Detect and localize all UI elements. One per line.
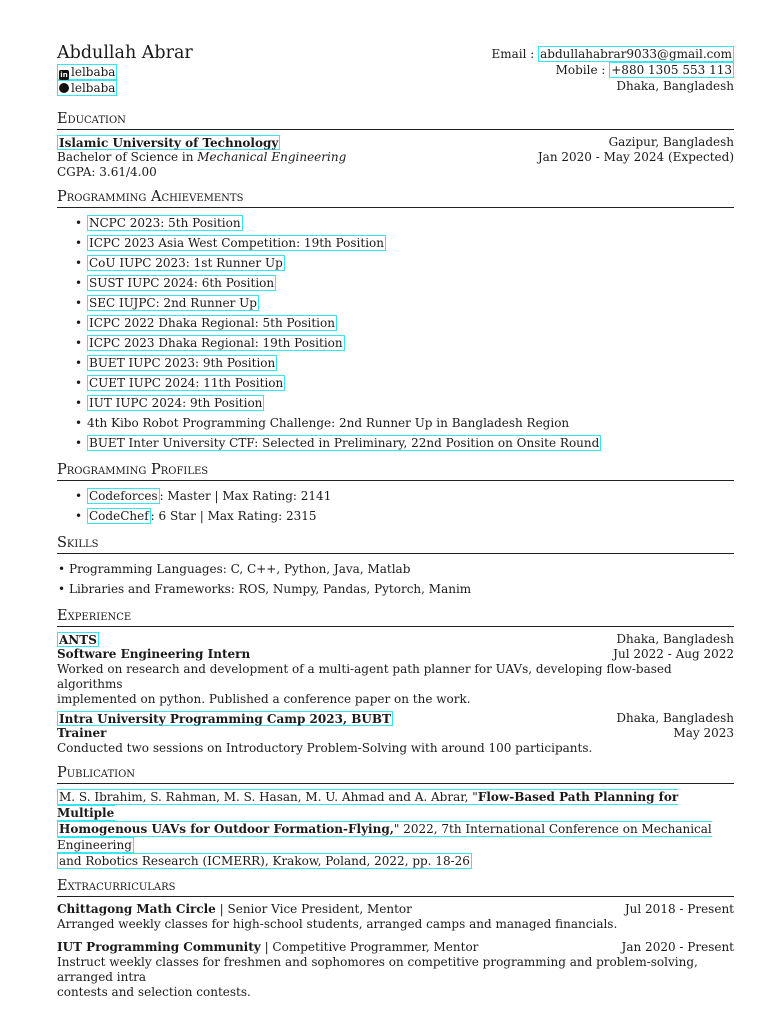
skills-list (57, 559, 734, 599)
codechef-link[interactable]: CodeChef (89, 509, 149, 523)
profile-detail: : 6 Star | Max Rating: 2315 (150, 509, 317, 523)
linkedin-link[interactable] (57, 64, 117, 80)
experience-line (57, 711, 734, 726)
achievement-link[interactable]: IUT IUPC 2024: 9th Position (89, 396, 263, 410)
achievement-item (57, 313, 734, 333)
achievements-title: Programming Achievements (57, 188, 734, 208)
email-label: Email : (491, 47, 539, 61)
org-location: Dhaka, Bangladesh (616, 711, 734, 725)
achievement-link[interactable]: ICPC 2023 Dhaka Regional: 19th Position (89, 336, 343, 350)
degree-prefix: Bachelor of Science in (57, 150, 198, 164)
dates: May 2023 (673, 726, 734, 740)
mobile-row (492, 62, 734, 78)
description: Conducted two sessions on Introductory Problem-Solving with around 100 participants. (57, 741, 593, 755)
role: | Senior Vice President, Mentor (215, 902, 412, 916)
github-handle: lelbaba (71, 81, 116, 95)
mobile-link[interactable]: +880 1305 553 113 (611, 63, 732, 77)
achievement-item (57, 373, 734, 393)
pub-title-1: Flow-Based Path Planning for Multiple (57, 790, 679, 820)
achievement-item (57, 273, 734, 293)
list-item: • Libraries and Frameworks: ROS, Numpy, Pandas, Pytorch, Manim (57, 579, 734, 599)
experience-line (57, 632, 734, 647)
achievement-item (57, 413, 734, 433)
org-name: IUT Programming Community (57, 940, 261, 954)
achievement-item (57, 353, 734, 373)
dates: Jul 2018 - Present (624, 902, 734, 916)
profiles-list (57, 486, 734, 526)
org-location: Dhaka, Bangladesh (616, 632, 734, 646)
skills-title: Skills (57, 534, 734, 554)
degree (57, 150, 346, 165)
dates: Jul 2022 - Aug 2022 (613, 647, 734, 661)
role: Software Engineering Intern (57, 647, 251, 661)
publication-link-part[interactable]: and Robotics Research (ICMERR), Krakow, Poland, 2022, pp. 18-26 (59, 854, 470, 868)
experience-entry (57, 711, 734, 756)
org-role (57, 940, 478, 955)
achievement-link[interactable]: SUST IUPC 2024: 6th Position (89, 276, 275, 290)
extracurricular-entry (57, 902, 734, 932)
achievement-link[interactable]: BUET IUPC 2023: 9th Position (89, 356, 276, 370)
publication-line (57, 821, 734, 853)
cgpa: CGPA: 3.61/4.00 (57, 165, 157, 179)
role: | Competitive Programmer, Mentor (260, 940, 479, 954)
github-icon (59, 83, 69, 93)
extracurricular-line (57, 902, 734, 917)
email-link[interactable]: abdullahabrar9033@gmail.com (540, 47, 732, 61)
description: Instruct weekly classes for freshmen and sophomores on competitive programming and problem-solving, arranged intra (57, 955, 698, 984)
experience-line (57, 726, 734, 741)
list-item (57, 486, 734, 506)
achievement-item (57, 213, 734, 233)
achievement-item (57, 233, 734, 253)
extracurriculars-title: Extracurriculars (57, 877, 734, 897)
achievement-link[interactable]: SEC IUJPC: 2nd Runner Up (89, 296, 257, 310)
achievement-item (57, 333, 734, 353)
org-link[interactable]: Intra University Programming Camp 2023, BUBT (59, 712, 391, 726)
achievement-link[interactable]: CoU IUPC 2023: 1st Runner Up (89, 256, 283, 270)
achievement-link[interactable]: CUET IUPC 2024: 11th Position (89, 376, 284, 390)
email-row (492, 46, 734, 62)
achievements-list (57, 213, 734, 453)
mobile-label: Mobile : (555, 63, 610, 77)
codeforces-link[interactable]: Codeforces (89, 489, 158, 503)
extracurricular-line (57, 940, 734, 955)
experience-title: Experience (57, 607, 734, 627)
education-line-2 (57, 150, 734, 165)
achievement-item (57, 253, 734, 273)
linkedin-handle: lelbaba (71, 65, 116, 79)
role: Trainer (57, 726, 107, 740)
achievement-link[interactable]: ICPC 2023 Asia West Competition: 19th Position (89, 236, 384, 250)
achievement-item (57, 293, 734, 313)
achievement-item (57, 433, 734, 453)
degree-major: Mechanical Engineering (197, 150, 347, 164)
linkedin-icon: in (60, 71, 68, 79)
achievement-link[interactable]: ICPC 2022 Dhaka Regional: 5th Position (89, 316, 335, 330)
school-link[interactable]: Islamic University of Technology (59, 136, 279, 150)
education-line-1 (57, 135, 734, 150)
dates: Jan 2020 - Present (621, 940, 734, 954)
github-link[interactable] (57, 80, 117, 96)
publication-line (57, 853, 734, 869)
list-item: • Programming Languages: C, C++, Python, Java, Matlab (57, 559, 734, 579)
education-dates: Jan 2020 - May 2024 (Expected) (537, 150, 734, 164)
header-location: Dhaka, Bangladesh (616, 79, 734, 93)
publication-link-part[interactable] (57, 821, 712, 853)
org-role (57, 902, 412, 917)
extracurricular-entry (57, 940, 734, 1000)
experience-line (57, 647, 734, 662)
header-right (492, 46, 734, 94)
resume-header (57, 42, 734, 102)
achievement-item (57, 393, 734, 413)
pub-title-2: Homogenous UAVs for Outdoor Formation-Flying, (59, 822, 394, 836)
org-name: Chittagong Math Circle (57, 902, 216, 916)
description: Worked on research and development of a multi-agent path planner for UAVs, developing flow-based algorithms (57, 662, 672, 691)
candidate-name: Abdullah Abrar (57, 43, 193, 63)
description: contests and selection contests. (57, 985, 251, 999)
profiles-title: Programming Profiles (57, 461, 734, 481)
org-link[interactable]: ANTS (59, 633, 97, 647)
publication-title: Publication (57, 764, 734, 784)
list-item (57, 506, 734, 526)
experience-entry (57, 632, 734, 707)
description: implemented on python. Published a conference paper on the work. (57, 692, 471, 706)
publication-link-part[interactable] (57, 789, 678, 821)
school-location: Gazipur, Bangladesh (608, 135, 734, 149)
pub-venue-1: " 2022, 7th International Conference on Mechanical Engineering (57, 822, 712, 852)
profile-detail: : Master | Max Rating: 2141 (159, 489, 332, 503)
resume-page (57, 40, 734, 1008)
publication-entry[interactable] (57, 789, 734, 869)
achievement-link[interactable]: BUET Inter University CTF: Selected in Preliminary, 22nd Position on Onsite Round (89, 436, 600, 450)
achievement-text: 4th Kibo Robot Programming Challenge: 2nd Runner Up in Bangladesh Region (87, 416, 570, 430)
education-title: Education (57, 110, 734, 130)
achievement-link[interactable]: NCPC 2023: 5th Position (89, 216, 241, 230)
publication-line (57, 789, 734, 821)
pub-authors: M. S. Ibrahim, S. Rahman, M. S. Hasan, M. U. Ahmad and A. Abrar, " (59, 790, 478, 804)
description: Arranged weekly classes for high-school students, arranged camps and managed financials. (57, 917, 618, 931)
